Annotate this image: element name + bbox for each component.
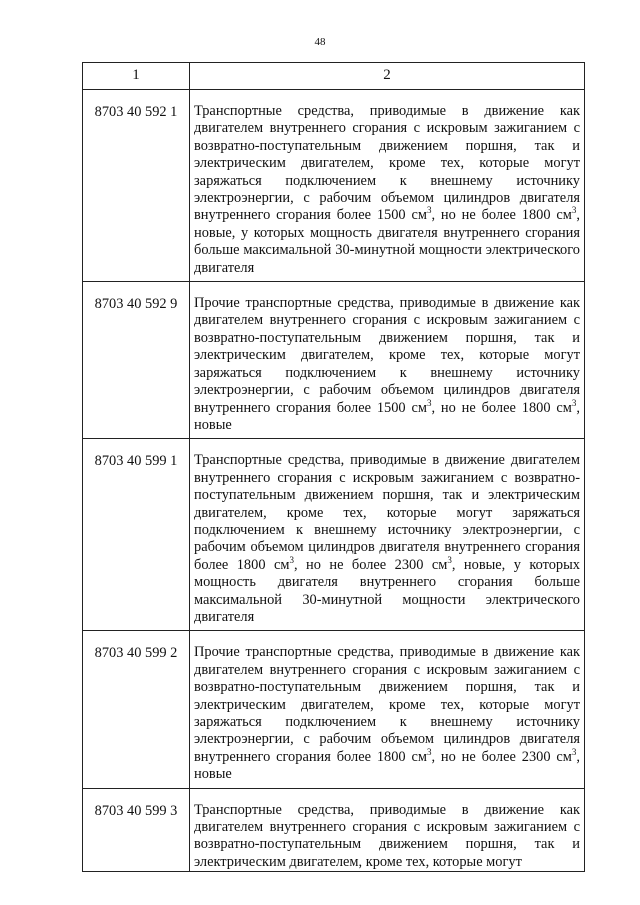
- tariff-code: 8703 40 599 2: [83, 631, 190, 788]
- table-row: [83, 439, 585, 631]
- superscript: 3: [571, 397, 577, 408]
- description: Прочие транспортные средства, приводимые в движение как двигателем внутреннего сгорания с искровым зажиганием с возвратно-поступательным движением поршня, так и электрическим двигателем, кроме тех, которые могут заряжаться подключением к внешнему источнику электроэнергии, с рабочим объемом цилиндров двигателя внутреннего сгорания более 1800 $см^3$, но не более 2300 $см^3$, новые: [190, 631, 585, 788]
- description: Транспортные средства, приводимые в движение как двигателем внутреннего сгорания с искровым зажиганием с возвратно-поступательным движением поршня, так и электрическим двигателем, кроме тех, которые могут заряжаться подключением к внешнему источнику электроэнергии, с рабочим объемом цилиндров двигателя внутреннего сгорания более 1500 $см^3$, но не более 1800 $см^3$, новые, у которых мощность двигателя внутреннего сгорания больше максимальной 30-минутной мощности электрического двигателя: [190, 90, 585, 282]
- column-header-1: 1: [83, 63, 190, 90]
- table-row: [83, 282, 585, 439]
- tariff-code: 8703 40 592 1: [83, 90, 190, 282]
- table-row: [83, 788, 585, 872]
- table-header: [83, 63, 585, 90]
- tariff-code: 8703 40 599 1: [83, 439, 190, 631]
- tariff-code: 8703 40 592 9: [83, 282, 190, 439]
- description: Прочие транспортные средства, приводимые в движение как двигателем внутреннего сгорания с искровым зажиганием с возвратно-поступательным движением поршня, так и электрическим двигателем, кроме тех, которые могут заряжаться подключением к внешнему источнику электроэнергии, с рабочим объемом цилиндров двигателя внутреннего сгорания более 1500 $см^3$, но не более 1800 $см^3$, новые: [190, 282, 585, 439]
- table-row: [83, 631, 585, 788]
- superscript: 3: [571, 747, 577, 758]
- superscript: 3: [571, 205, 577, 216]
- superscript: 3: [426, 397, 432, 408]
- column-header-2: 2: [190, 63, 585, 90]
- superscript: 3: [426, 747, 432, 758]
- tariff-table: [82, 62, 585, 872]
- table-row: [83, 90, 585, 282]
- description: Транспортные средства, приводимые в движение двигателем внутреннего сгорания с искровым зажиганием с возвратно-поступательным движением поршня, так и электрическим двигателем, кроме тех, которые могут заряжаться подключением к внешнему источнику электроэнергии, с рабочим объемом цилиндров двигателя внутреннего сгорания более 1800 $см^3$, но не более 2300 $см^3$, новые, у которых мощность двигателя внутреннего сгорания больше максимальной 30-минутной мощности электрического двигателя: [190, 439, 585, 631]
- tariff-code: 8703 40 599 3: [83, 788, 190, 872]
- superscript: 3: [289, 554, 294, 565]
- table-header-row: [83, 63, 585, 90]
- description: Транспортные средства, приводимые в движение как двигателем внутреннего сгорания с искровым зажиганием с возвратно-поступательным движением поршня, так и электрическим двигателем, кроме тех, которые могут: [190, 788, 585, 872]
- table-body: [83, 90, 585, 872]
- superscript: 3: [426, 205, 432, 216]
- page-number: 48: [314, 36, 326, 48]
- superscript: 3: [447, 554, 452, 565]
